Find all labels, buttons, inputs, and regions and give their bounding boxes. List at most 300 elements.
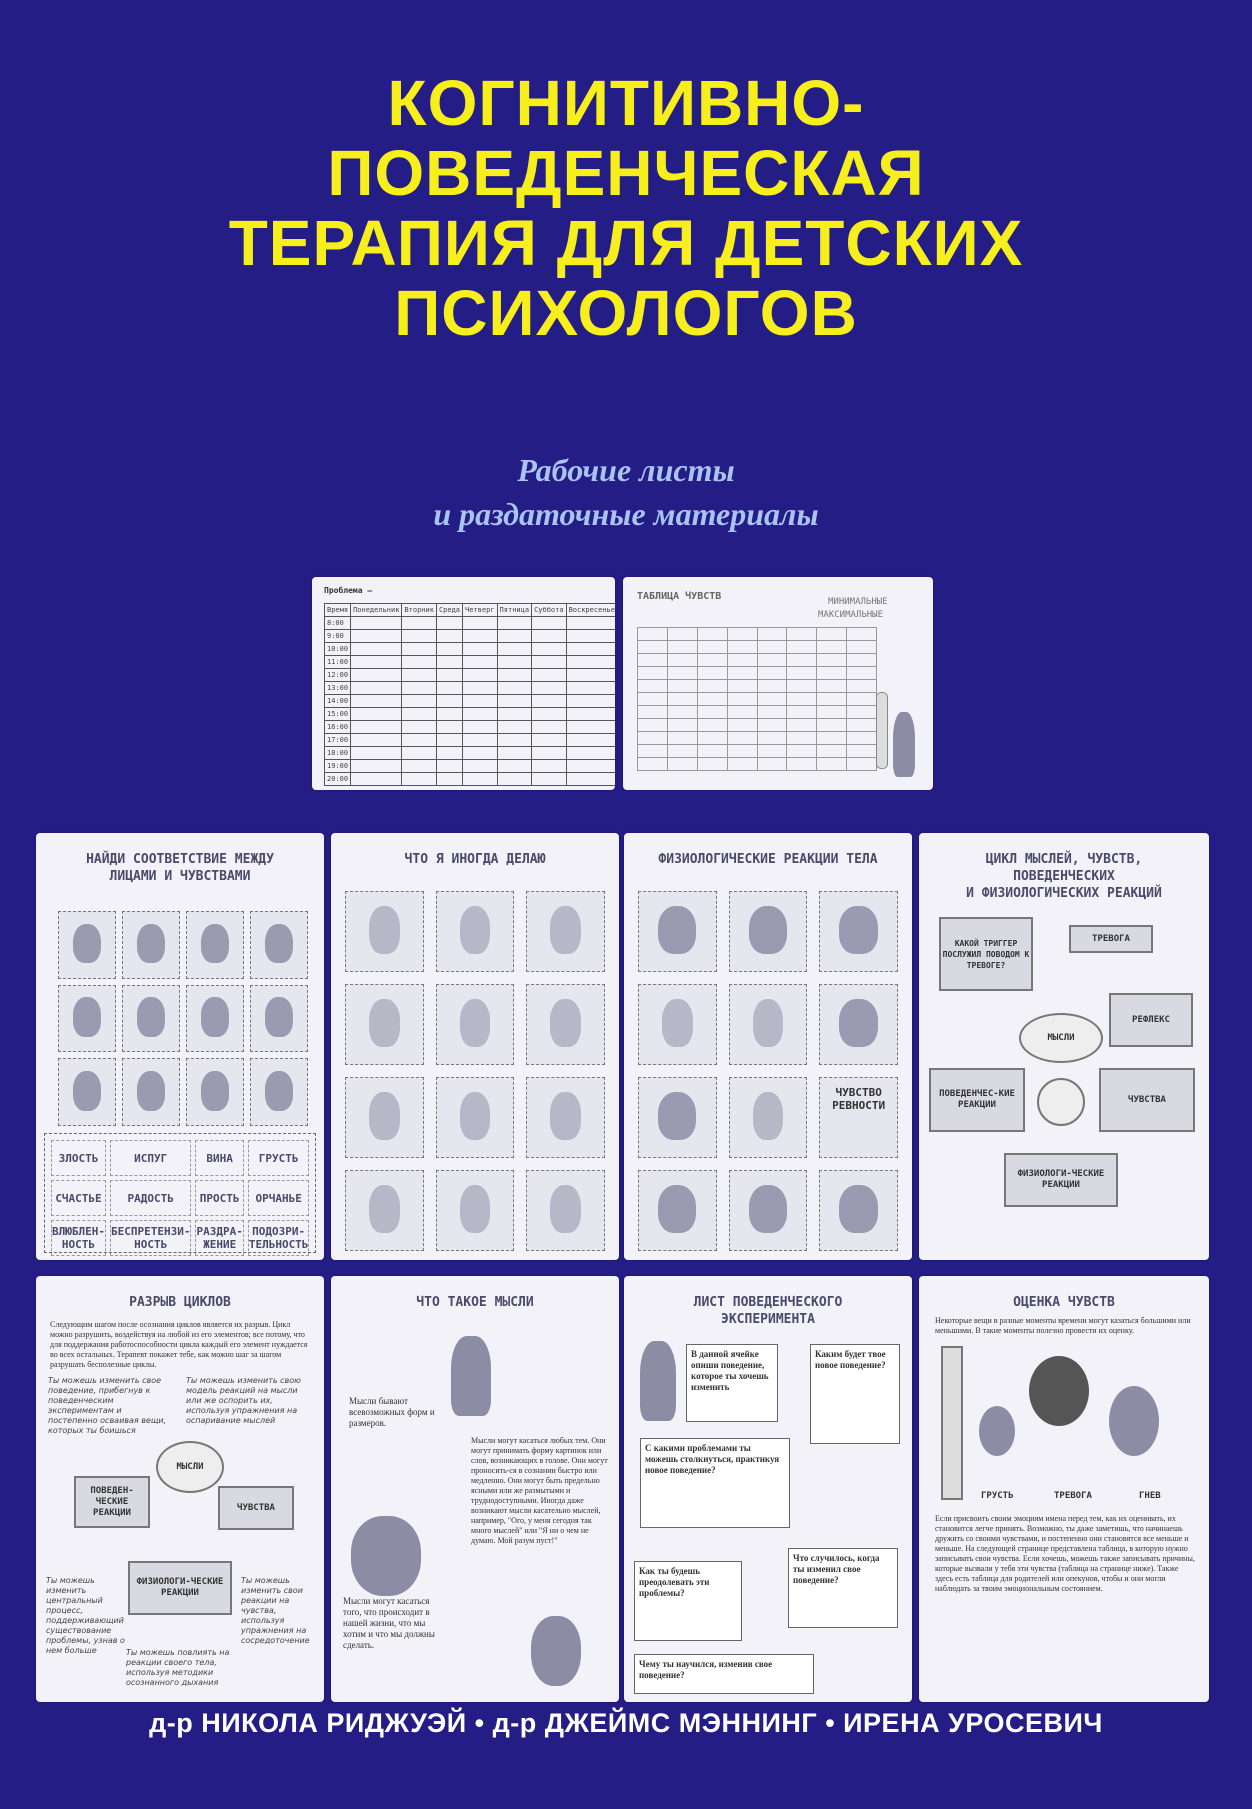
title-line-2: ПОВЕДЕНЧЕСКАЯ [327, 137, 925, 209]
experiment-title-1: ЛИСТ ПОВЕДЕНЧЕСКОГО [693, 1295, 843, 1310]
girl-portrait [351, 1516, 421, 1596]
feeling-word: ЗЛОСТЬ [51, 1140, 106, 1176]
feelings-grid-cell [727, 732, 757, 745]
schedule-cell [532, 760, 567, 773]
schedule-cell [532, 773, 567, 786]
activity-card [345, 1170, 424, 1251]
feelings-grid-row [638, 745, 877, 758]
feelings-grid-cell [638, 758, 668, 771]
schedule-time: 17:00 [325, 734, 351, 747]
feelings-grid-cell [817, 706, 847, 719]
schedule-col-header: Четверг [463, 604, 498, 617]
note-core: Ты можешь изменить центральный процесс, поддерживающий существование проблемы, узнав о нем больше [46, 1576, 125, 1655]
feelings-grid-cell [847, 693, 877, 706]
schedule-cell [351, 695, 402, 708]
schedule-row [325, 760, 616, 773]
exp-box-new: Каким будет твое новое поведение? [810, 1344, 900, 1444]
monster-big [1029, 1356, 1089, 1426]
schedule-cell [402, 656, 437, 669]
exp-box-happened: Что случилось, когда ты изменил свое поведение? [788, 1548, 898, 1628]
feelings-grid-cell [727, 641, 757, 654]
face-card [122, 911, 180, 979]
schedule-cell [351, 630, 402, 643]
sheet-what-i-do [331, 833, 619, 1260]
schedule-cell [351, 734, 402, 747]
activity-card [345, 984, 424, 1065]
activity-card [436, 1170, 515, 1251]
feelings-grid-cell [787, 641, 817, 654]
cycle-wheel [1037, 1078, 1085, 1126]
schedule-cell [532, 630, 567, 643]
feelings-grid-cell [757, 758, 787, 771]
body-card [729, 984, 808, 1065]
feelings-grid-cell [847, 667, 877, 680]
note-feelings: Ты можешь изменить свои реакции на чувства, используя упражнения на сосредоточение [241, 1576, 310, 1645]
rating-label-anger: ГНЕВ [1139, 1491, 1161, 1501]
schedule-cell [436, 773, 462, 786]
subtitle-line-1: Рабочие листы [517, 452, 735, 488]
feelings-grid-cell [787, 680, 817, 693]
feelings-grid-cell [667, 641, 697, 654]
cycle-title-1: ЦИКЛ МЫСЛЕЙ, ЧУВСТВ, [985, 852, 1143, 867]
activity-grid [345, 891, 605, 1251]
body-card [729, 1170, 808, 1251]
feelings-grid-cell [697, 719, 727, 732]
feelings-grid-row [638, 706, 877, 719]
schedule-cell [351, 669, 402, 682]
schedule-time: 20:00 [325, 773, 351, 786]
feelings-grid-cell [638, 641, 668, 654]
schedule-cell [351, 643, 402, 656]
jealousy-label: ЧУВСТВО РЕВНОСТИ [832, 1086, 886, 1112]
schedule-cell [351, 682, 402, 695]
boy-experiment [640, 1341, 676, 1421]
feelings-grid-cell [667, 732, 697, 745]
feeling-word: ВЛЮБЛЕН-НОСТЬ [51, 1220, 106, 1256]
schedule-cell [463, 669, 498, 682]
feelings-grid-cell [757, 654, 787, 667]
body-card [638, 1077, 717, 1158]
schedule-cell [402, 617, 437, 630]
feelings-grid-row [638, 667, 877, 680]
schedule-cell [463, 695, 498, 708]
feelings-grid-cell [638, 628, 668, 641]
schedule-cell [566, 630, 615, 643]
schedule-cell [532, 656, 567, 669]
sheet-body-reactions [624, 833, 912, 1260]
face-card [58, 911, 116, 979]
schedule-cell [497, 682, 532, 695]
schedule-row [325, 721, 616, 734]
br-thoughts: МЫСЛИ [156, 1441, 224, 1493]
title-line-4: ПСИХОЛОГОВ [394, 277, 858, 349]
feelings-grid-cell [727, 628, 757, 641]
feelings-grid-row [638, 693, 877, 706]
feelings-grid-cell [697, 693, 727, 706]
schedule-col-header: Время [325, 604, 351, 617]
feelings-grid-cell [787, 706, 817, 719]
schedule-cell [532, 747, 567, 760]
feelings-grid-cell [667, 628, 697, 641]
feelings-grid-row [638, 654, 877, 667]
activity-card [345, 1077, 424, 1158]
schedule-cell [402, 669, 437, 682]
schedule-cell [351, 721, 402, 734]
feelings-grid-cell [847, 641, 877, 654]
activity-card [436, 891, 515, 972]
schedule-time: 9:00 [325, 630, 351, 643]
schedule-row [325, 695, 616, 708]
schedule-col-header: Воскресенье [566, 604, 615, 617]
schedule-cell [351, 656, 402, 669]
schedule-cell [566, 617, 615, 630]
schedule-time: 14:00 [325, 695, 351, 708]
sheet-breaking-cycles [36, 1276, 324, 1702]
book-title [0, 68, 1252, 348]
schedule-cell [532, 734, 567, 747]
feeling-word: ПРОСТЬ [195, 1180, 243, 1216]
feelings-grid-row [638, 628, 877, 641]
schedule-cell [497, 630, 532, 643]
anxiety-box: ТРЕВОГА [1069, 925, 1153, 953]
schedule-row [325, 734, 616, 747]
feeling-word: ПОДОЗРИ-ТЕЛЬНОСТЬ [248, 1220, 310, 1256]
feelings-grid-cell [697, 745, 727, 758]
note-body: Ты можешь повлиять на реакции своего тела, используя методики осознанного дыхания [126, 1648, 230, 1687]
author-separator: • [474, 1708, 485, 1738]
feeling-word: БЕСПРЕТЕНЗИ-НОСТЬ [110, 1220, 191, 1256]
schedule-col-header: Среда [436, 604, 462, 617]
schedule-time: 16:00 [325, 721, 351, 734]
schedule-cell [402, 760, 437, 773]
sheet-schedule [312, 577, 615, 790]
schedule-cell [566, 734, 615, 747]
activity-card [526, 891, 605, 972]
feelings-grid-cell [697, 680, 727, 693]
title-line-3: ТЕРАПИЯ ДЛЯ ДЕТСКИХ [228, 207, 1024, 279]
face-card [186, 911, 244, 979]
feelings-grid-cell [697, 667, 727, 680]
schedule-label: Проблема — [324, 586, 373, 595]
feelings-grid-cell [847, 732, 877, 745]
schedule-header-row [325, 604, 616, 617]
physio-box: ФИЗИОЛОГИ-ЧЕСКИЕ РЕАКЦИИ [1004, 1153, 1118, 1207]
schedule-cell [532, 708, 567, 721]
rating-label-sad: ГРУСТЬ [981, 1491, 1014, 1501]
schedule-cell [566, 643, 615, 656]
feelings-table-min: МИНИМАЛЬНЫЕ [828, 597, 888, 607]
thoughts-circle: МЫСЛИ [1019, 1013, 1103, 1063]
feelings-grid-cell [817, 745, 847, 758]
feelings-grid-cell [727, 680, 757, 693]
breaking-cycles-text: Следующим шагом после осознания циклов является их разрыв. Цикл можно разрушить, воздействуя на любой из его элементов; все потому, что для поддержания работоспособности цикла каждый его элемент нуждается во всех остальных. Терапевт покажет тебе, как можно шаг за шагом разрушать бесполезные циклы. [50, 1320, 308, 1369]
cycle-title-2: ПОВЕДЕНЧЕСКИХ [1013, 869, 1115, 884]
what-i-do-title: ЧТО Я ИНОГДА ДЕЛАЮ [404, 852, 546, 867]
schedule-time: 15:00 [325, 708, 351, 721]
activity-card [345, 891, 424, 972]
schedule-cell [463, 643, 498, 656]
feelings-grid-cell [697, 706, 727, 719]
schedule-row [325, 617, 616, 630]
author-2: д-р ДЖЕЙМС МЭННИНГ [492, 1708, 818, 1738]
feelings-grid-cell [727, 667, 757, 680]
feelings-grid-cell [727, 706, 757, 719]
schedule-cell [436, 682, 462, 695]
feelings-grid-cell [847, 706, 877, 719]
feelings-grid-cell [757, 719, 787, 732]
feelings-box: ЧУВСТВА [1099, 1068, 1195, 1132]
jealousy-card [819, 1077, 898, 1158]
feelings-grid-cell [847, 680, 877, 693]
behavior-box: ПОВЕДЕНЧЕС-КИЕ РЕАКЦИИ [929, 1068, 1025, 1132]
feelings-grid [637, 627, 877, 771]
feelings-grid-cell [817, 719, 847, 732]
feelings-grid-cell [697, 758, 727, 771]
feelings-grid-cell [757, 628, 787, 641]
feelings-grid-cell [667, 706, 697, 719]
schedule-time: 18:00 [325, 747, 351, 760]
subtitle-line-2: и раздаточные материалы [433, 496, 819, 532]
feelings-grid-cell [817, 758, 847, 771]
feeling-word: ИСПУГ [110, 1140, 191, 1176]
schedule-time: 10:00 [325, 643, 351, 656]
feelings-grid-cell [847, 745, 877, 758]
feelings-grid-cell [787, 758, 817, 771]
schedule-cell [436, 695, 462, 708]
schedule-row [325, 630, 616, 643]
schedule-time: 8:00 [325, 617, 351, 630]
br-behavior: ПОВЕДЕН-ЧЕСКИЕ РЕАКЦИИ [74, 1476, 150, 1528]
schedule-cell [532, 617, 567, 630]
schedule-cell [566, 721, 615, 734]
feelings-grid-cell [817, 628, 847, 641]
activity-card [526, 984, 605, 1065]
schedule-cell [532, 669, 567, 682]
schedule-cell [463, 630, 498, 643]
feelings-grid-cell [757, 693, 787, 706]
ruler [941, 1346, 963, 1500]
body-card [819, 891, 898, 972]
schedule-row [325, 682, 616, 695]
feelings-grid-cell [847, 758, 877, 771]
feelings-grid-cell [638, 693, 668, 706]
schedule-cell [463, 760, 498, 773]
feelings-grid-cell [817, 641, 847, 654]
sheet-experiment [624, 1276, 912, 1702]
schedule-col-header: Пятница [497, 604, 532, 617]
body-card [729, 891, 808, 972]
faces-match-title [36, 851, 324, 885]
schedule-row [325, 708, 616, 721]
activity-card [436, 1077, 515, 1158]
cycle-title-3: И ФИЗИОЛОГИЧЕСКИХ РЕАКЦИЙ [966, 886, 1162, 901]
schedule-cell [532, 682, 567, 695]
feelings-grid-cell [667, 654, 697, 667]
exp-box-learned: Чему ты научился, изменив свое поведение? [634, 1654, 814, 1694]
feelings-grid-cell [727, 745, 757, 758]
experiment-title-2: ЭКСПЕРИМЕНТА [721, 1312, 815, 1327]
br-physio: ФИЗИОЛОГИ-ЧЕСКИЕ РЕАКЦИИ [128, 1561, 232, 1615]
schedule-cell [497, 734, 532, 747]
thoughts-text-1: Мысли бывают всевозможных форм и размеров. [349, 1396, 435, 1428]
sheet-feelings-rating [919, 1276, 1209, 1702]
schedule-cell [351, 760, 402, 773]
body-card [638, 984, 717, 1065]
schedule-cell [436, 643, 462, 656]
schedule-cell [532, 721, 567, 734]
rating-text: Если присвоить своим эмоциям имена перед тем, как их оценивать, их становится легче принять. Возможно, ты даже заметишь, что начинаешь дружить со своими чувствами, и постепенно они становятся все меньше и меньше. На следующей странице представлена таблица, в которую нужно записывать свои чувства. Если хочешь, можешь также записывать причины, которые вызвали у тебя эти чувства (таблица на странице ниже). Также здесь есть таблица для родителей или опекунов, чтобы и они могли наблюдать за твоим эмоциональным состоянием. [935, 1514, 1195, 1593]
cycle-title [919, 851, 1209, 902]
feelings-grid-cell [697, 654, 727, 667]
feelings-grid-cell [757, 706, 787, 719]
schedule-cell [497, 760, 532, 773]
exp-box-problems: С какими проблемами ты можешь столкнуться, практикуя новое поведение? [640, 1438, 790, 1528]
schedule-cell [351, 617, 402, 630]
schedule-cell [402, 734, 437, 747]
feelings-grid-cell [847, 628, 877, 641]
feeling-words-grid [44, 1133, 316, 1253]
faces-grid [58, 911, 308, 1126]
thermometer [876, 692, 888, 769]
thoughts-text-3: Мысли могут касаться того, что происходит в нашей жизни, что мы хотим и что мы должны сделать. [343, 1596, 435, 1650]
feelings-grid-row [638, 641, 877, 654]
feelings-grid-cell [787, 654, 817, 667]
faces-match-title-1: НАЙДИ СООТВЕТСТВИЕ МЕЖДУ [86, 852, 274, 867]
schedule-cell [436, 656, 462, 669]
reflex-box: РЕФЛЕКС [1109, 993, 1193, 1047]
feelings-grid-cell [727, 758, 757, 771]
author-separator: • [825, 1708, 836, 1738]
schedule-cell [497, 695, 532, 708]
feelings-grid-cell [638, 654, 668, 667]
feelings-grid-row [638, 758, 877, 771]
schedule-cell [566, 695, 615, 708]
schedule-cell [436, 669, 462, 682]
schedule-cell [402, 773, 437, 786]
face-card [186, 985, 244, 1053]
author-3: ИРЕНА УРОСЕВИЧ [843, 1708, 1103, 1738]
faces-match-title-2: ЛИЦАМИ И ЧУВСТВАМИ [109, 869, 251, 884]
feelings-grid-cell [787, 693, 817, 706]
activity-card [436, 984, 515, 1065]
feeling-word: РАДОСТЬ [110, 1180, 191, 1216]
schedule-cell [532, 695, 567, 708]
rating-label-anxiety: ТРЕВОГА [1054, 1491, 1092, 1501]
schedule-cell [351, 773, 402, 786]
schedule-cell [351, 708, 402, 721]
schedule-cell [463, 773, 498, 786]
feeling-word: ГРУСТЬ [248, 1140, 310, 1176]
girl-thinking [451, 1336, 491, 1416]
schedule-cell [463, 708, 498, 721]
boy-figure [531, 1616, 581, 1686]
feelings-grid-row [638, 719, 877, 732]
feelings-grid-cell [638, 732, 668, 745]
trigger-box: КАКОЙ ТРИГГЕР ПОСЛУЖИЛ ПОВОДОМ К ТРЕВОГЕ? [939, 917, 1033, 991]
schedule-cell [463, 682, 498, 695]
sheet-thoughts [331, 1276, 619, 1702]
schedule-row [325, 747, 616, 760]
schedule-cell [436, 630, 462, 643]
schedule-col-header: Вторник [402, 604, 437, 617]
schedule-table [324, 603, 615, 786]
feelings-grid-cell [787, 628, 817, 641]
face-card [58, 1058, 116, 1126]
schedule-cell [402, 682, 437, 695]
feelings-grid-cell [757, 732, 787, 745]
feelings-grid-cell [697, 628, 727, 641]
activity-card [526, 1077, 605, 1158]
feelings-grid-cell [817, 654, 847, 667]
sheet-feelings-table [623, 577, 933, 790]
feelings-grid-cell [787, 732, 817, 745]
schedule-cell [566, 708, 615, 721]
schedule-row [325, 773, 616, 786]
author-1: д-р НИКОЛА РИДЖУЭЙ [149, 1708, 467, 1738]
schedule-cell [351, 747, 402, 760]
rating-intro: Некоторые вещи в разные моменты времени могут казаться большими или меньшими. В такие моменты полезно провести их оценку. [935, 1316, 1191, 1335]
feelings-grid-cell [667, 667, 697, 680]
feelings-grid-cell [817, 680, 847, 693]
rating-title: ОЦЕНКА ЧУВСТВ [1013, 1295, 1115, 1310]
schedule-cell [436, 617, 462, 630]
feelings-grid-cell [667, 758, 697, 771]
schedule-cell [566, 760, 615, 773]
schedule-cell [566, 747, 615, 760]
schedule-time: 11:00 [325, 656, 351, 669]
exp-box-overcome: Как ты будешь преодолевать эти проблемы? [634, 1561, 742, 1641]
feelings-grid-cell [757, 680, 787, 693]
feeling-word: РАЗДРА-ЖЕНИЕ [195, 1220, 243, 1256]
face-card [58, 985, 116, 1053]
schedule-cell [402, 695, 437, 708]
body-card [729, 1077, 808, 1158]
schedule-cell [497, 656, 532, 669]
body-card [638, 891, 717, 972]
feelings-grid-cell [727, 654, 757, 667]
exp-box-behavior: В данной ячейке опиши поведение, которое ты хочешь изменить [686, 1344, 778, 1422]
feelings-grid-cell [787, 745, 817, 758]
schedule-cell [497, 643, 532, 656]
feelings-grid-cell [787, 719, 817, 732]
body-grid [638, 891, 898, 1251]
feelings-grid-cell [667, 693, 697, 706]
feeling-word: СЧАСТЬЕ [51, 1180, 106, 1216]
monster-angry [1109, 1386, 1159, 1456]
schedule-cell [436, 760, 462, 773]
schedule-row [325, 669, 616, 682]
schedule-cell [566, 773, 615, 786]
feelings-grid-cell [638, 745, 668, 758]
sheet-faces-match [36, 833, 324, 1260]
face-card [250, 985, 308, 1053]
feelings-grid-cell [757, 667, 787, 680]
schedule-cell [532, 643, 567, 656]
schedule-cell [436, 747, 462, 760]
feelings-grid-cell [817, 693, 847, 706]
experiment-title [624, 1294, 912, 1328]
schedule-cell [497, 747, 532, 760]
title-line-1: КОГНИТИВНО- [387, 67, 865, 139]
schedule-cell [497, 617, 532, 630]
feelings-grid-cell [667, 680, 697, 693]
schedule-time: 19:00 [325, 760, 351, 773]
face-card [186, 1058, 244, 1126]
schedule-cell [463, 734, 498, 747]
schedule-cell [402, 643, 437, 656]
face-card [122, 1058, 180, 1126]
feelings-grid-cell [638, 667, 668, 680]
